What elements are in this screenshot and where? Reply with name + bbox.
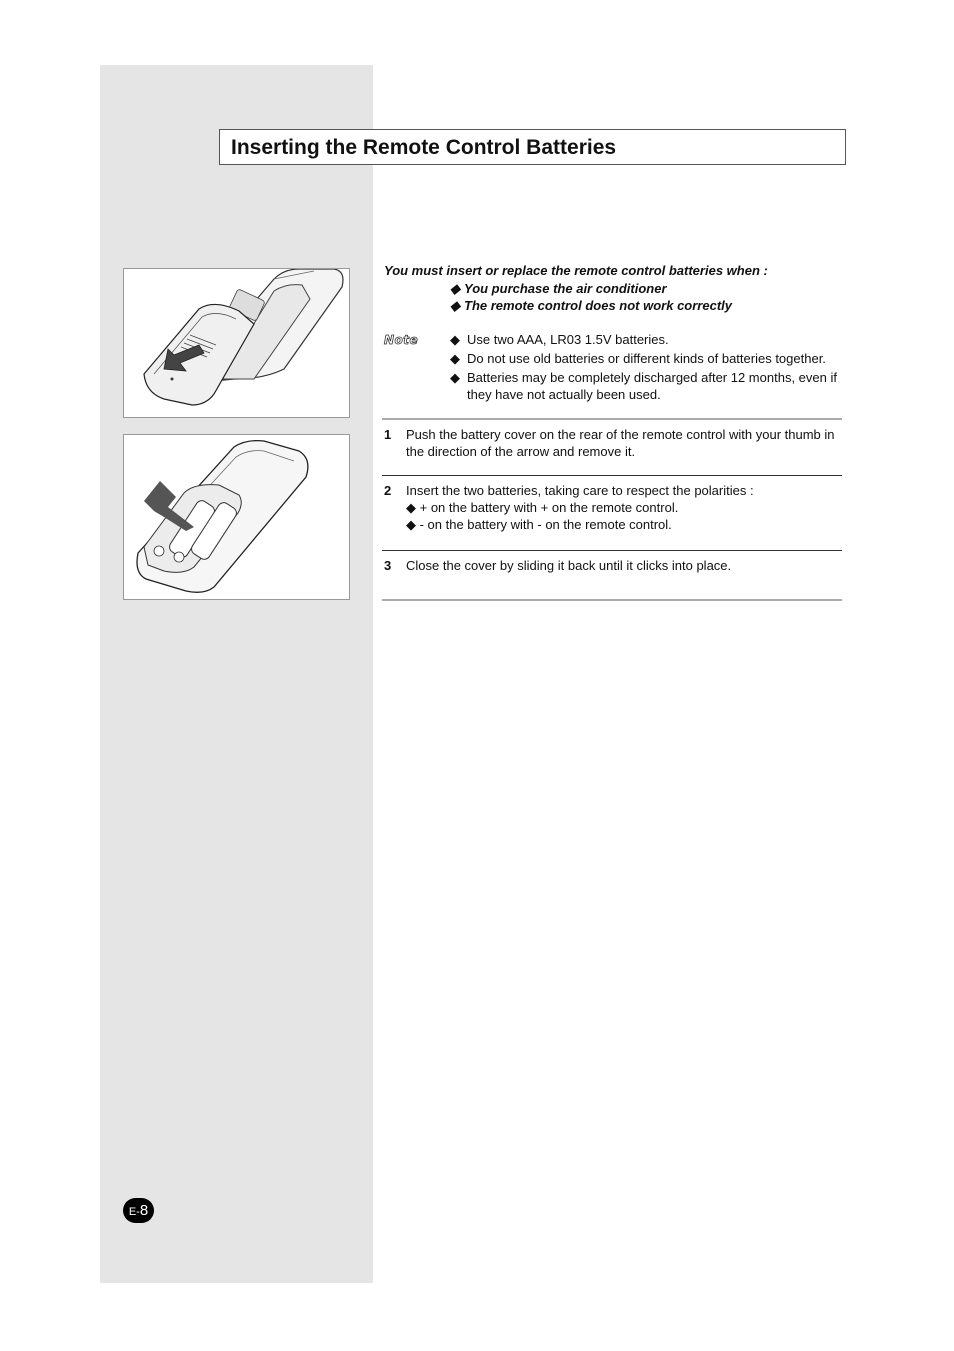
step-subitem: ◆ - on the battery with - on the remote control. [406,517,672,532]
remote-batteries-illustration [124,435,349,599]
step-number: 1 [384,427,392,442]
remote-cover-illustration [124,269,349,417]
step-number: 2 [384,483,392,498]
page-title: Inserting the Remote Control Batteries [231,136,617,159]
step-body [406,482,842,533]
intro-heading: You must insert or replace the remote control batteries when : [384,263,768,278]
section-divider [382,599,842,601]
diamond-bullet-icon: ◆ [450,351,460,366]
step-divider [382,550,842,551]
section-divider [382,418,842,420]
note-item [450,369,840,403]
title-box [219,129,846,165]
note-item-text: Use two AAA, LR03 1.5V batteries. [467,332,669,347]
page-number-badge [123,1198,154,1223]
sidebar-panel [100,65,373,1283]
page-prefix: E- [128,1206,140,1218]
note-label: Note [384,333,419,347]
diamond-bullet-icon: ◆ [450,298,460,313]
diamond-bullet-icon: ◆ [450,370,460,385]
note-item [450,331,840,348]
step-divider [382,475,842,476]
step-text: Push the battery cover on the rear of the remote control with your thumb in the direction of the arrow and remove it. [406,427,835,459]
intro-item [450,280,667,297]
step-text: Insert the two batteries, taking care to respect the polarities : [406,483,754,498]
diamond-bullet-icon: ◆ [450,332,460,347]
note-item-text: Batteries may be completely discharged after 12 months, even if they have not actually been used. [467,370,837,402]
note-item [450,350,840,367]
step-subitem: ◆ + on the battery with + on the remote control. [406,500,679,515]
step-text: Close the cover by sliding it back until it clicks into place. [406,558,732,573]
step-2 [382,482,842,533]
intro-item-text: The remote control does not work correctly [464,298,732,313]
figure-insert-batteries [123,434,350,600]
step-1 [382,426,842,460]
intro-item [450,297,732,314]
note-item-text: Do not use old batteries or different kinds of batteries together. [467,351,826,366]
diamond-bullet-icon: ◆ [450,281,460,296]
figure-remove-cover [123,268,350,418]
intro-item-text: You purchase the air conditioner [464,281,667,296]
page-number: 8 [139,1202,149,1219]
step-3 [382,557,842,574]
step-number: 3 [384,558,392,573]
